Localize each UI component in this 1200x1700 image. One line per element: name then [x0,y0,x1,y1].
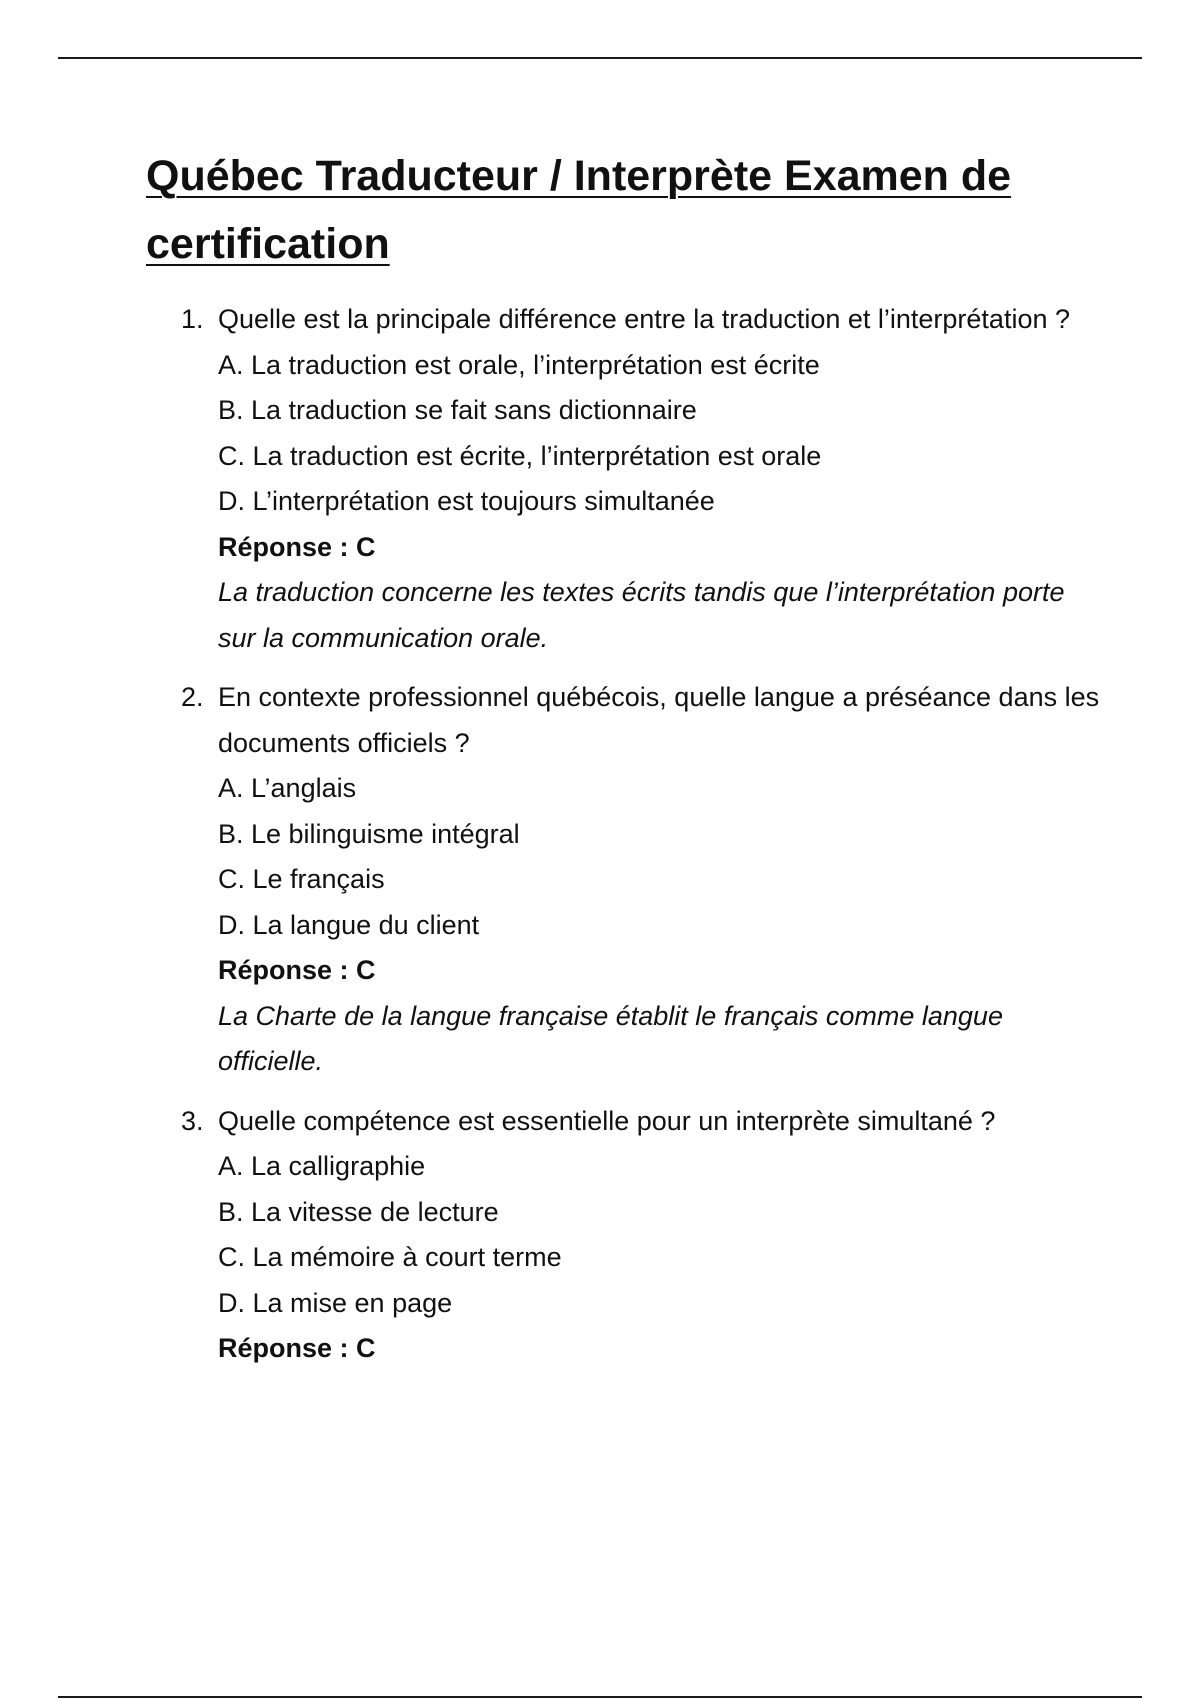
option-b: B. La traduction se fait sans dictionnaire [218,395,697,425]
question-list [0,297,1200,1386]
question-1 [0,297,1200,661]
answer-options [218,343,1103,525]
question-number: 1. [181,304,204,334]
option-d: D. L’interprétation est toujours simultanée [218,486,715,516]
answer-label: Réponse : C [218,1333,376,1363]
bottom-rule [58,1696,1142,1698]
option-c: C. La mémoire à court terme [218,1242,562,1272]
option-a: A. La traduction est orale, l’interprétation est écrite [218,349,820,380]
question-text: Quelle compétence est essentielle pour un interprète simultané ? [218,1105,996,1136]
top-rule [58,57,1142,59]
question-number: 2. [181,682,204,712]
explanation: La traduction concerne les textes écrits tandis que l’interprétation porte sur la communication orale. [218,577,1065,653]
option-b: B. Le bilinguisme intégral [218,818,520,849]
option-d: D. La mise en page [218,1287,453,1318]
answer-options [218,1144,1103,1326]
explanation: La Charte de la langue française établit le français comme langue officielle. [218,1000,1003,1076]
answer-options [218,766,1103,948]
question-text: En contexte professionnel québécois, quelle langue a préséance dans les documents officiels ? [218,682,1100,758]
option-a: A. L’anglais [218,773,357,803]
question-text: Quelle est la principale différence entre la traduction et l’interprétation ? [218,304,1071,334]
answer-label: Réponse : C [218,531,376,562]
option-c: C. Le français [218,864,385,894]
page-title: Québec Traducteur / Interprète Examen de certification [146,152,1012,268]
question-number: 3. [181,1105,204,1136]
option-b: B. La vitesse de lecture [218,1196,499,1227]
question-3 [0,1099,1200,1372]
answer-label: Réponse : C [218,955,376,985]
option-d: D. La langue du client [218,909,480,940]
question-2 [0,675,1200,1085]
option-a: A. La calligraphie [218,1151,426,1181]
option-c: C. La traduction est écrite, l’interprétation est orale [218,440,822,471]
